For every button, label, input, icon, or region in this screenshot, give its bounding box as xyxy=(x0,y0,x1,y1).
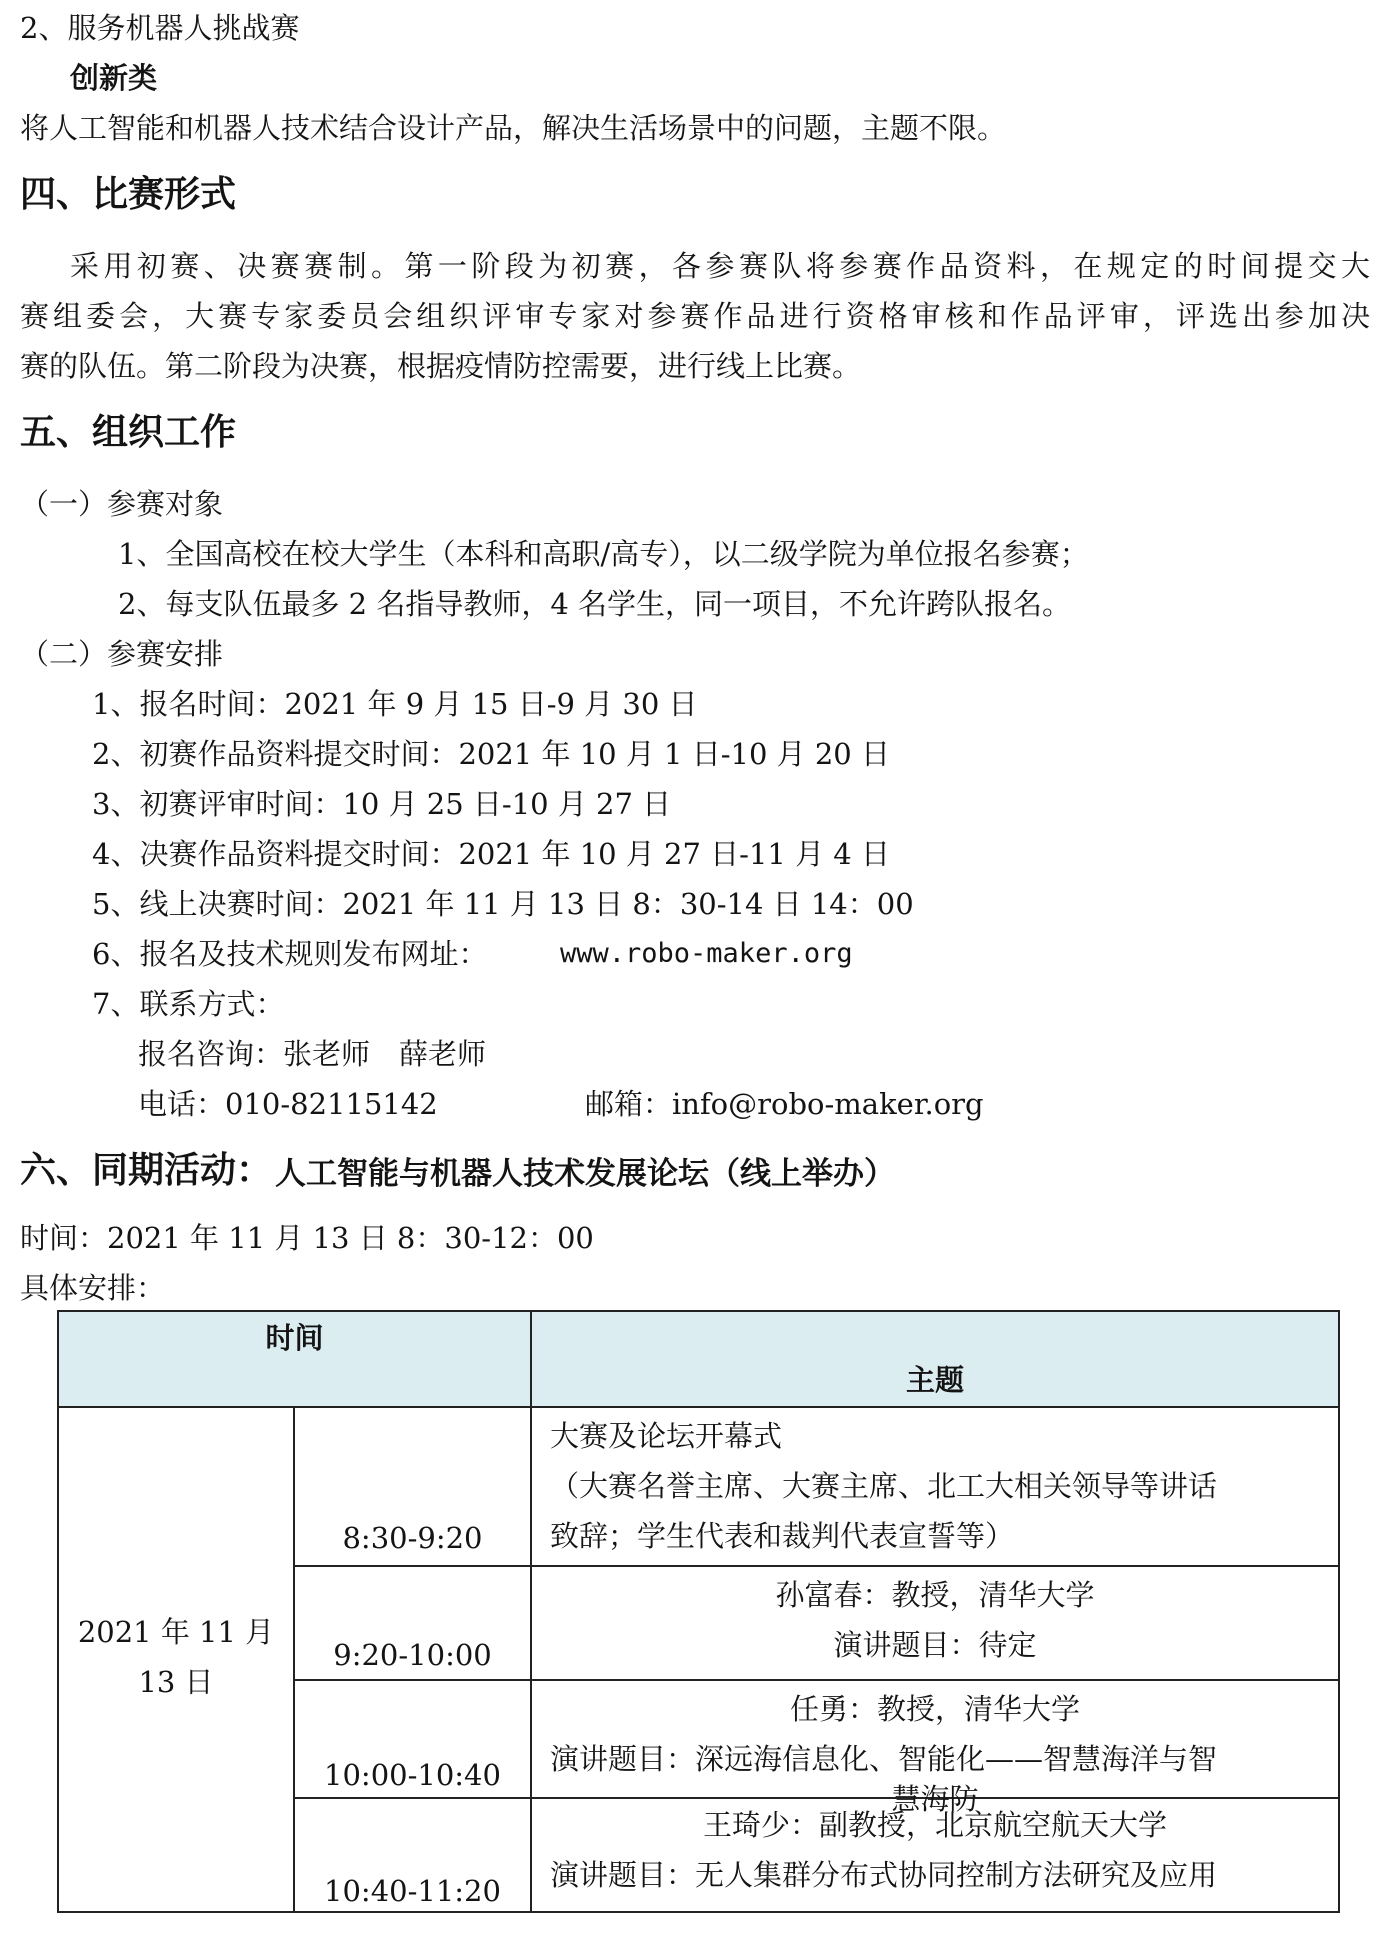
format-paragraph-line: 采用初赛、决赛赛制。第一阶段为初赛，各参赛队将参赛作品资料，在规定的时间提交大 xyxy=(70,249,1370,283)
arrangement-item: 2、初赛作品资料提交时间：2021 年 10 月 1 日-10 月 20 日 xyxy=(92,737,890,771)
arrangement-item: 6、报名及技术规则发布网址： xyxy=(92,937,488,971)
participant-item: 2、每支队伍最多 2 名指导教师，4 名学生，同一项目，不允许跨队报名。 xyxy=(118,587,1072,621)
heading-competition-format: 四、比赛形式 xyxy=(20,174,237,215)
heading-organization: 五、组织工作 xyxy=(20,412,237,453)
contact-consult: 报名咨询：张老师 薛老师 xyxy=(138,1037,487,1071)
schedule-time-cell: 8:30-9:20 xyxy=(294,1407,531,1566)
schedule-topic-cell: 王琦少：副教授，北京航空航天大学 演讲题目：无人集群分布式协同控制方法研究及应用 xyxy=(531,1798,1339,1912)
participant-item: 1、全国高校在校大学生（本科和高职/高专），以二级学院为单位报名参赛； xyxy=(118,537,1089,571)
contact-phone: 电话：010-82115142 xyxy=(138,1087,438,1121)
schedule-table xyxy=(57,1310,1340,1913)
schedule-date-cell: 2021 年 11 月 13 日 xyxy=(58,1407,294,1912)
website-link[interactable]: www.robo-maker.org xyxy=(560,938,853,969)
arrangement-item: 3、初赛评审时间：10 月 25 日-10 月 27 日 xyxy=(92,787,672,821)
category-label: 创新类 xyxy=(70,61,158,95)
arrangement-item: 1、报名时间：2021 年 9 月 15 日-9 月 30 日 xyxy=(92,687,698,721)
schedule-topic-cell: 任勇：教授，清华大学 演讲题目：深远海信息化、智能化——智慧海洋与智 慧海防 xyxy=(531,1680,1339,1798)
category-description: 将人工智能和机器人技术结合设计产品，解决生活场景中的问题，主题不限。 xyxy=(20,111,1007,145)
schedule-time-cell: 10:00-10:40 xyxy=(294,1680,531,1798)
heading-concurrent-activity: 六、同期活动： xyxy=(20,1150,273,1191)
schedule-topic-cell: 孙富春：教授，清华大学 演讲题目：待定 xyxy=(531,1566,1339,1680)
activity-detail-label: 具体安排： xyxy=(20,1271,166,1305)
format-paragraph-line: 赛组委会，大赛专家委员会组织评审专家对参赛作品进行资格审核和作品评审，评选出参加决 xyxy=(20,299,1370,333)
contact-email[interactable]: 邮箱：info@robo-maker.org xyxy=(585,1087,984,1121)
arrangement-item-contact: 7、联系方式： xyxy=(92,987,285,1021)
subheading-arrangements: （二）参赛安排 xyxy=(20,637,224,671)
arrangement-item: 4、决赛作品资料提交时间：2021 年 10 月 27 日-11 月 4 日 xyxy=(92,837,890,871)
table-header-topic: 主题 xyxy=(531,1311,1339,1407)
schedule-time-cell: 10:40-11:20 xyxy=(294,1798,531,1912)
schedule-topic-cell: 大赛及论坛开幕式 （大赛名誉主席、大赛主席、北工大相关领导等讲话 致辞；学生代表和裁判代表宣誓等） xyxy=(531,1407,1339,1566)
format-paragraph-line: 赛的队伍。第二阶段为决赛，根据疫情防控需要，进行线上比赛。 xyxy=(20,349,862,383)
activity-time: 时间：2021 年 11 月 13 日 8：30-12：00 xyxy=(20,1221,594,1255)
section-title-robot-service: 2、服务机器人挑战赛 xyxy=(20,11,300,45)
arrangement-item: 5、线上决赛时间：2021 年 11 月 13 日 8：30-14 日 14：00 xyxy=(92,887,914,921)
table-header-time: 时间 xyxy=(58,1311,531,1407)
activity-subtitle: 人工智能与机器人技术发展论坛（线上举办） xyxy=(275,1156,895,1192)
subheading-participants: （一）参赛对象 xyxy=(20,487,224,521)
schedule-time-cell: 9:20-10:00 xyxy=(294,1566,531,1680)
